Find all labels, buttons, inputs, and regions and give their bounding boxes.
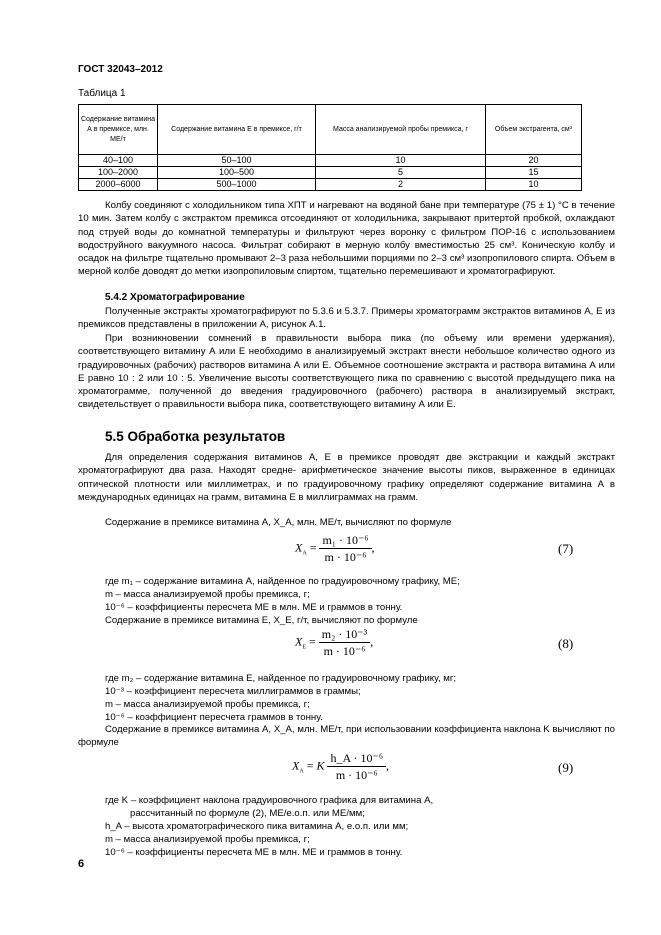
formula-lhs: X	[295, 540, 303, 555]
table-row	[79, 179, 582, 191]
table-caption: Таблица 1	[78, 88, 126, 99]
subsection-heading: 5.4.2 Хроматографирование	[105, 292, 245, 303]
table-cell: 100–2000	[79, 167, 158, 179]
table-cell: 5	[316, 167, 486, 179]
legend-line: где K – коэффициент наклона градуировочного графика для витамина А,	[105, 795, 434, 806]
paragraph-peak-check: При возникновении сомнений в правильности выбора пика (по объему или времени удержания), соответствующего витамину А или Е необходимо в анализируемый экстракт внести небольшое количество одного из градуировочных (рабочих) растворов витамина А или Е. Объемное соотношение экстракта и раствора витамина А или Е равно 10 : 2 или 10 : 5. Увеличение высоты соответствующего пика по сравнению с высотой предыдущего пика на хроматограмме, полученной до введения градуировочного (рабочего) раствора в анализируемый экстракт, свидетельствует о правильности выбора пика, соответствующего витамину А или Е.	[78, 333, 615, 411]
formula-lhs: X	[292, 758, 300, 773]
table-cell: 100–500	[158, 167, 316, 179]
legend-line: m – масса анализируемой пробы премикса, г;	[105, 834, 310, 845]
legend-line: 10⁻⁶ – коэффициенты пересчета МЕ в млн. МЕ и граммов в тонну.	[105, 602, 403, 613]
table-header: Масса анализируемой пробы премикса, г	[316, 105, 486, 155]
formula-7: $X_A$ = $\frac{\text{m₁ · 10⁻⁶}}{\text{m · 10⁻⁶}}$ ,	[295, 533, 375, 564]
formula-coefficient: K	[316, 758, 325, 773]
document-code: ГОСТ 32043–2012	[78, 64, 163, 75]
formula-7-intro: Содержание в премиксе витамина А, X_A, млн. МЕ/т, вычисляют по формуле	[105, 517, 452, 528]
table-cell: 2	[316, 179, 486, 191]
legend-line: 10⁻⁶ – коэффициент пересчета граммов в тонну.	[105, 712, 323, 723]
formula-lhs: X	[295, 634, 303, 649]
equation-number: (7)	[558, 541, 574, 556]
legend-line: 10⁻⁶ – коэффициенты пересчета МЕ в млн. МЕ и граммов в тонну.	[105, 847, 403, 858]
table-cell: 50–100	[158, 155, 316, 167]
legend-line: 10⁻³ – коэффициент пересчета миллиграммов в граммы;	[105, 686, 361, 697]
table-cell: 500–1000	[158, 179, 316, 191]
vitamin-table	[78, 104, 582, 191]
formula-8-intro: Содержание в премиксе витамина Е, X_E, г/т, вычисляют по формуле	[105, 615, 418, 626]
table-cell: 20	[486, 155, 582, 167]
table-header: Содержание витамина Е в премиксе, г/т	[158, 105, 316, 155]
table-cell: 15	[486, 167, 582, 179]
table-cell: 10	[316, 155, 486, 167]
equation-number: (8)	[558, 636, 574, 651]
legend-line: h_A – высота хроматографического пика витамина А, е.о.п. или мм;	[105, 821, 409, 832]
formula-denominator: m · 10⁻⁶	[323, 644, 366, 658]
legend-line: где m₁ – содержание витамина А, найденное по градуировочному графику, МЕ;	[105, 576, 460, 587]
formula-8: $X_E$ = $\frac{\text{m₂ · 10⁻³}}{\text{m · 10⁻⁶}}$ ,	[295, 627, 374, 658]
formula-lhs-sub: A	[299, 768, 304, 775]
formula-lhs-sub: A	[302, 550, 307, 557]
paragraph-chromatography: Полученные экстракты хроматографируют по 5.3.6 и 5.3.7. Примеры хроматограмм экстрактов витаминов А, Е из премиксов представлены в приложении А, рисунок А.1.	[78, 306, 615, 331]
formula-numerator: h_A · 10⁻⁶	[327, 751, 386, 767]
formula-denominator: m · 10⁻⁶	[324, 550, 367, 564]
formula-numerator: m₂ · 10⁻³	[319, 627, 370, 643]
page-number: 6	[78, 858, 85, 870]
table-cell: 40–100	[79, 155, 158, 167]
table-cell: 2000–6000	[79, 179, 158, 191]
formula-numerator: m₁ · 10⁻⁶	[319, 533, 371, 549]
table-row	[79, 155, 582, 167]
table-header: Объем экстрагента, см³	[486, 105, 582, 155]
equation-number: (9)	[558, 760, 574, 775]
legend-line: m – масса анализируемой пробы премикса, г;	[105, 699, 310, 710]
formula-denominator: m · 10⁻⁶	[335, 768, 378, 782]
table-cell: 10	[486, 179, 582, 191]
legend-line: рассчитанный по формуле (2), МЕ/е.о.п. или МЕ/мм;	[130, 808, 365, 819]
table-row	[79, 167, 582, 179]
section-heading: 5.5 Обработка результатов	[105, 429, 286, 444]
paragraph-extraction: Колбу соединяют с холодильником типа ХПТ и нагревают на водяной бане при температуре (75 ± 1) °С в течение 10 мин. Затем колбу с экстрактом премикса отсоединяют от холодильника, закрывают притертой пробкой, охлаждают под струей воды до комнатной температуры и фильтруют через воронку с фильтром ПОР-16 с использованием водоструйного вакуумного насоса. Фильтрат собирают в мерную колбу вместимостью 25 см³. Коническую колбу и осадок на фильтре тщательно промывают 2–3 раза небольшими порциями по 2–3 см³ изопропилового спирта. Объем в мерной колбе доводят до метки изопропиловым спиртом, тщательно перемешивают и хроматографируют.	[78, 200, 615, 278]
legend-line: m – масса анализируемой пробы премикса, г;	[105, 589, 310, 600]
formula-lhs-sub: E	[302, 644, 307, 651]
formula-9-intro: Содержание в премиксе витамина А, X_A, млн. МЕ/т, при использовании коэффициента наклона K вычисляют по формуле	[78, 724, 615, 749]
paragraph-processing: Для определения содержания витаминов А, Е в премиксе проводят две экстракции и каждый экстракт хроматографируют два раза. Находят средне- арифметическое значение высоты пиков, выраженное в единицах оптической плотности или миллиметрах, и по градуировочному графику определяют содержание витамина А в международных единицах на грамм, витамина Е в миллиграммах на грамм.	[78, 452, 615, 503]
table-header: Содержание витамина А в премиксе, млн. МЕ/т	[79, 105, 158, 155]
formula-9: $X_A = K$ $\frac{\text{h\_A · 10⁻⁶}}{\text{m · 10⁻⁶}}$ ,	[292, 751, 390, 782]
legend-line: где m₂ – содержание витамина Е, найденное по градуировочному графику, мг;	[105, 673, 457, 684]
